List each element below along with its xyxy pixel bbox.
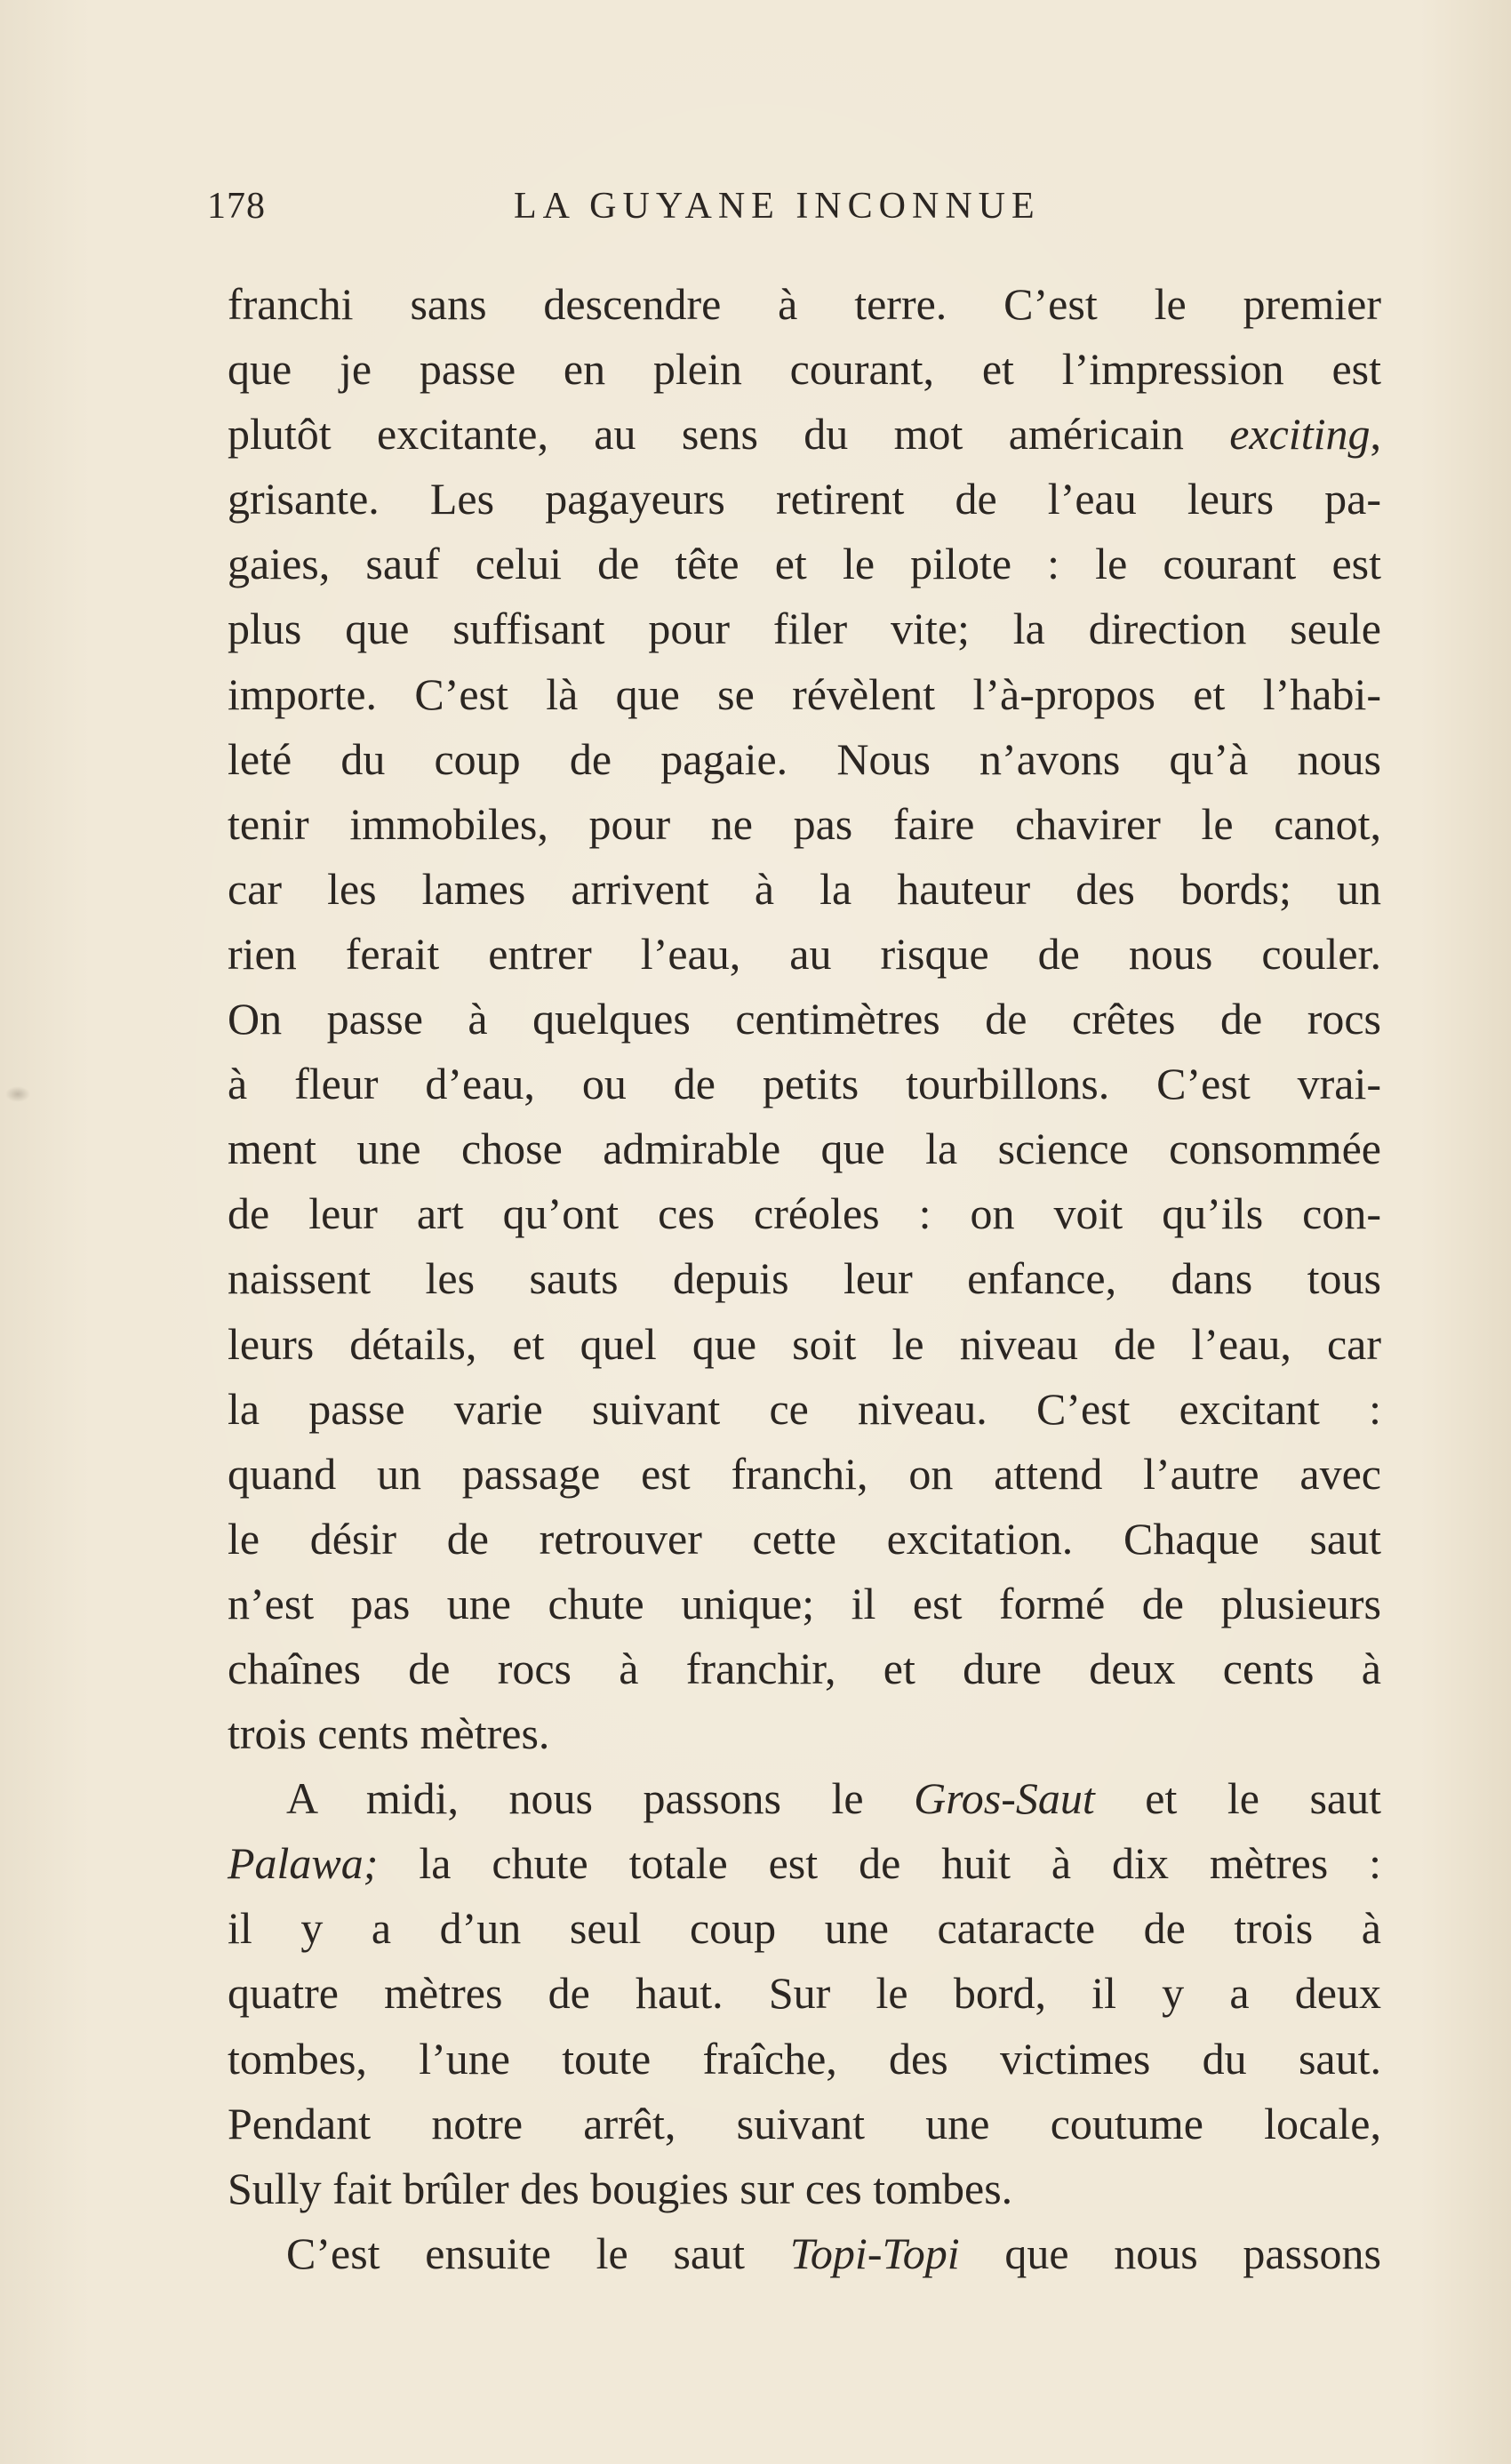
text-segment: gaies, sauf celui de tête et le pilote : le courant est	[228, 539, 1381, 589]
text-segment: il y a d’un seul coup une cataracte de trois à	[228, 1903, 1381, 1954]
text-line	[228, 987, 1381, 1052]
text-line	[228, 1052, 1381, 1116]
text-segment: quatre mètres de haut. Sur le bord, il y a deux	[228, 1968, 1381, 2019]
text-segment: C’est ensuite le saut	[286, 2228, 790, 2278]
text-line	[228, 1442, 1381, 1507]
text-line	[228, 2221, 1381, 2286]
text-segment: plutôt excitante, au sens du mot américain	[228, 409, 1230, 460]
text-segment: que je passe en plein courant, et l’impression est	[228, 344, 1381, 395]
text-line	[228, 1246, 1381, 1311]
text-segment: de leur art qu’ont ces créoles : on voit qu’ils con-	[228, 1188, 1381, 1239]
text-line	[228, 596, 1381, 661]
text-segment: plus que suffisant pour filer vite; la direction seule	[228, 604, 1381, 654]
text-line	[228, 1636, 1381, 1701]
text-line	[228, 1961, 1381, 2026]
text-segment: que nous passons	[959, 2228, 1382, 2278]
text-line	[228, 272, 1381, 337]
text-segment: Sully fait brûler des bougies sur ces tombes.	[228, 2163, 1013, 2213]
page-number: 178	[207, 186, 266, 227]
text-segment: A midi, nous passons le	[286, 1773, 915, 1824]
text-line	[228, 467, 1381, 532]
text-segment: car les lames arrivent à la hauteur des bords; un	[228, 863, 1381, 914]
italic-text: Gros-Saut	[914, 1773, 1095, 1824]
text-line	[228, 792, 1381, 857]
text-segment: grisante. Les pagayeurs retirent de l’eau leurs pa-	[228, 474, 1381, 524]
paper-stain	[5, 1086, 30, 1102]
text-line	[228, 1572, 1381, 1636]
text-segment: la passe varie suivant ce niveau. C’est excitant :	[228, 1383, 1381, 1434]
text-line	[228, 922, 1381, 987]
italic-text: Palawa;	[228, 1838, 379, 1889]
text-line	[228, 532, 1381, 596]
text-segment: ,	[1370, 409, 1381, 460]
text-segment: franchi sans descendre à terre. C’est le premier	[228, 279, 1381, 329]
body-text	[228, 272, 1381, 2286]
text-line	[228, 337, 1381, 402]
text-segment: On passe à quelques centimètres de crêtes de rocs	[228, 994, 1381, 1044]
text-segment: leurs détails, et quel que soit le niveau de l’eau, car	[228, 1318, 1381, 1369]
text-segment: ment une chose admirable que la science consommée	[228, 1124, 1381, 1174]
text-segment: la chute totale est de huit à dix mètres :	[378, 1838, 1381, 1889]
text-line	[228, 857, 1381, 922]
text-segment: chaînes de rocs à franchir, et dure deux cents à	[228, 1643, 1381, 1693]
text-segment: Pendant notre arrêt, suivant une coutume locale,	[228, 2098, 1381, 2148]
text-line	[228, 1831, 1381, 1896]
text-segment: n’est pas une chute unique; il est formé de plusieurs	[228, 1578, 1381, 1628]
text-segment: rien ferait entrer l’eau, au risque de nous couler.	[228, 928, 1381, 979]
text-line	[228, 2027, 1381, 2092]
text-line	[228, 1507, 1381, 1572]
text-segment: tombes, l’une toute fraîche, des victimes du saut.	[228, 2033, 1381, 2084]
text-line	[228, 2092, 1381, 2156]
text-line	[228, 1896, 1381, 1961]
text-segment: à fleur d’eau, ou de petits tourbillons. C’est vrai-	[228, 1059, 1381, 1109]
text-segment: tenir immobiles, pour ne pas faire chavirer le canot,	[228, 798, 1381, 849]
italic-text: Topi-Topi	[789, 2228, 960, 2278]
running-title: LA GUYANE INCONNUE	[514, 186, 1041, 227]
text-line	[228, 1181, 1381, 1246]
text-line	[228, 727, 1381, 792]
text-line	[228, 1377, 1381, 1442]
italic-text: exciting	[1229, 409, 1371, 460]
running-head	[207, 185, 1385, 238]
text-line	[228, 662, 1381, 727]
text-line	[228, 1701, 1381, 1766]
text-line	[228, 2156, 1381, 2221]
text-line	[228, 402, 1381, 467]
text-segment: quand un passage est franchi, on attend l’autre avec	[228, 1448, 1381, 1499]
text-segment: importe. C’est là que se révèlent l’à-propos et l’habi-	[228, 668, 1381, 719]
text-segment: naissent les sauts depuis leur enfance, dans tous	[228, 1253, 1381, 1304]
text-segment: leté du coup de pagaie. Nous n’avons qu’à nous	[228, 733, 1381, 784]
text-line	[228, 1312, 1381, 1377]
text-segment: trois cents mètres.	[228, 1708, 550, 1759]
text-segment: le désir de retrouver cette excitation. Chaque saut	[228, 1513, 1381, 1564]
text-line	[228, 1116, 1381, 1181]
text-line	[228, 1766, 1381, 1831]
text-segment: et le saut	[1094, 1773, 1381, 1824]
